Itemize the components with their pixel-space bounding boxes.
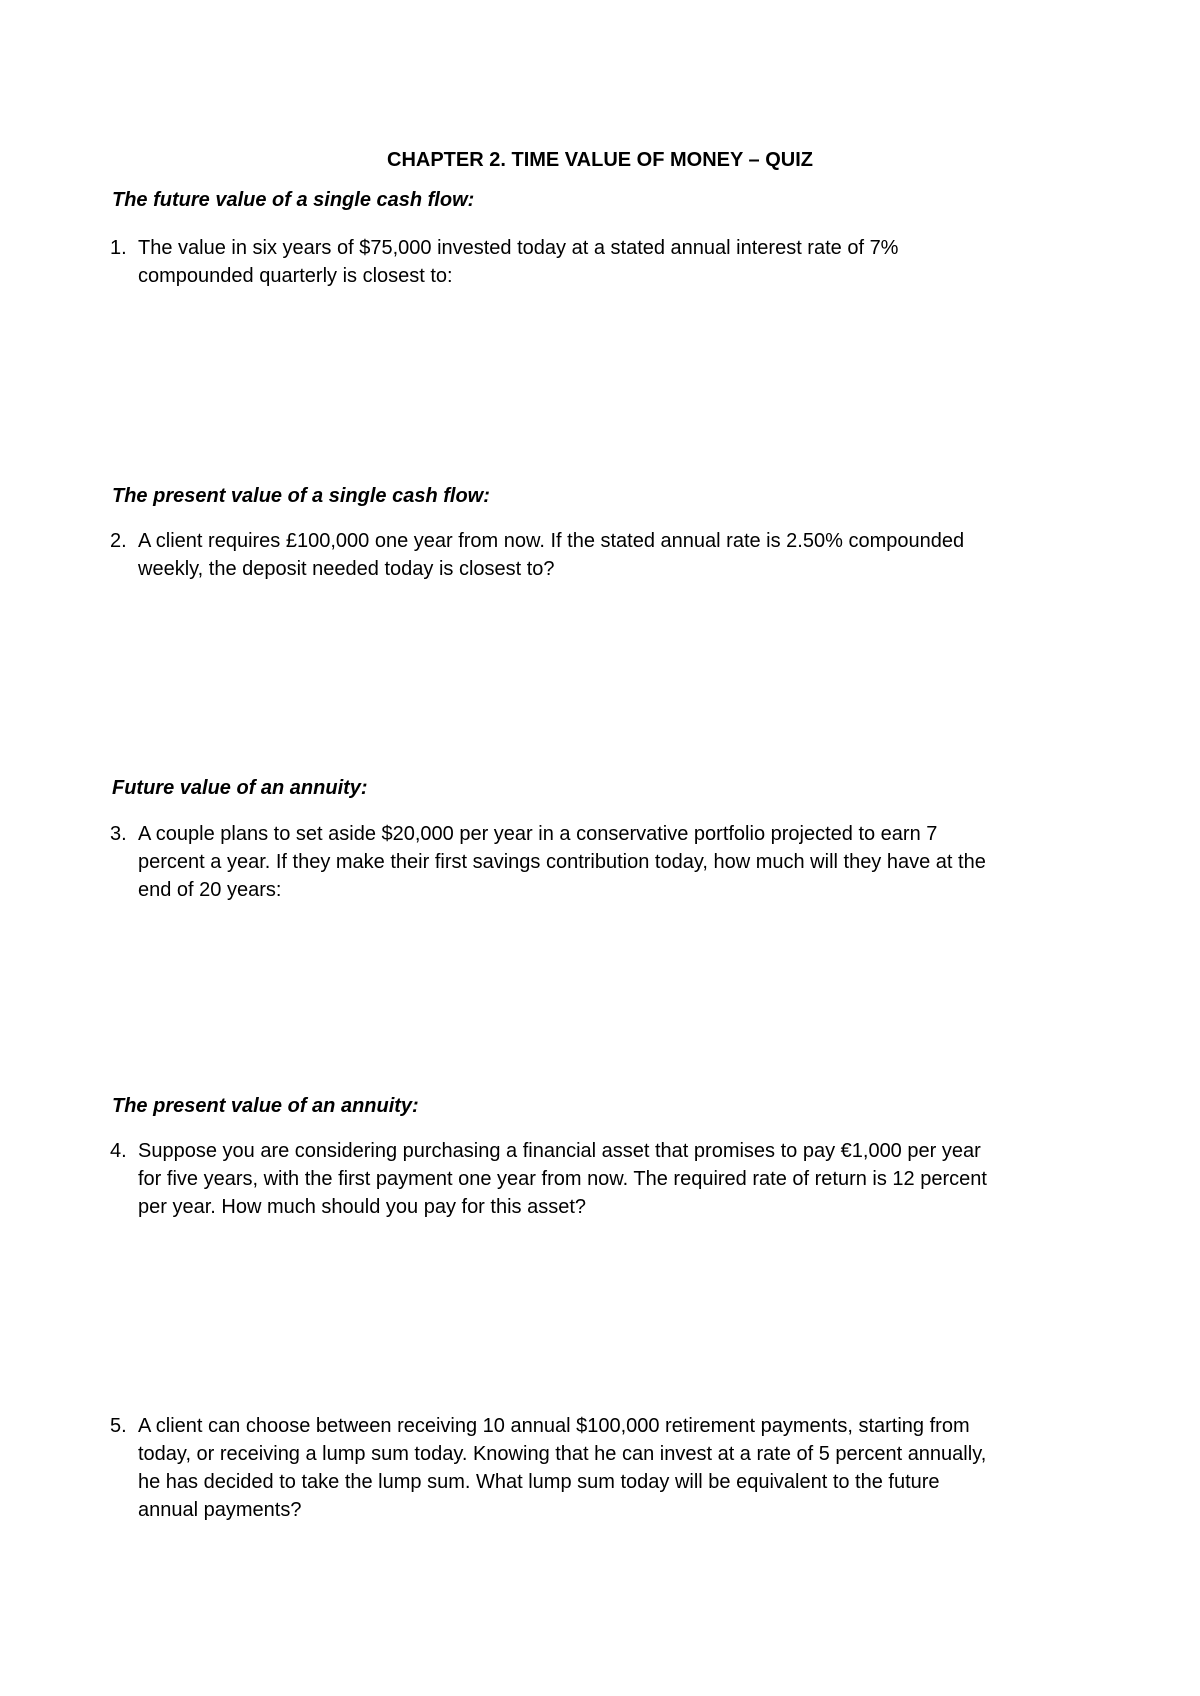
- question-number: 5.: [110, 1415, 127, 1437]
- page-title: CHAPTER 2. TIME VALUE OF MONEY – QUIZ: [387, 149, 813, 171]
- section-heading-fv-single: The future value of a single cash flow:: [112, 189, 475, 211]
- question-1: [110, 234, 1110, 290]
- question-text-line: weekly, the deposit needed today is closest to?: [138, 558, 555, 580]
- section-heading-pv-annuity: The present value of an annuity:: [112, 1095, 419, 1117]
- question-text-line: compounded quarterly is closest to:: [138, 265, 453, 287]
- question-text-line: percent a year. If they make their first savings contribution today, how much will they have at the: [138, 851, 986, 873]
- question-5: [110, 1412, 1110, 1524]
- section-heading-pv-single: The present value of a single cash flow:: [112, 485, 490, 507]
- question-text-line: annual payments?: [138, 1499, 302, 1521]
- question-text-line: A client can choose between receiving 10 annual $100,000 retirement payments, starting from: [138, 1415, 970, 1437]
- section-heading-fv-annuity: Future value of an annuity:: [112, 777, 368, 799]
- question-text-line: he has decided to take the lump sum. What lump sum today will be equivalent to the future: [138, 1471, 940, 1493]
- question-number: 4.: [110, 1140, 127, 1162]
- question-number: 2.: [110, 530, 127, 552]
- question-number: 1.: [110, 237, 127, 259]
- question-text-line: Suppose you are considering purchasing a financial asset that promises to pay €1,000 per year: [138, 1140, 981, 1162]
- question-text-line: per year. How much should you pay for this asset?: [138, 1196, 587, 1218]
- question-text-line: A couple plans to set aside $20,000 per year in a conservative portfolio projected to earn 7: [138, 823, 938, 845]
- question-text-line: The value in six years of $75,000 invested today at a stated annual interest rate of 7%: [138, 237, 899, 259]
- question-3: [110, 820, 1110, 904]
- question-text-line: for five years, with the first payment one year from now. The required rate of return is 12 percent: [138, 1168, 987, 1190]
- question-2: [110, 527, 1110, 583]
- question-text-line: end of 20 years:: [138, 879, 282, 901]
- question-number: 3.: [110, 823, 127, 845]
- question-text-line: today, or receiving a lump sum today. Knowing that he can invest at a rate of 5 percent annually,: [138, 1443, 987, 1465]
- question-4: [110, 1137, 1110, 1221]
- question-text-line: A client requires £100,000 one year from now. If the stated annual rate is 2.50% compounded: [138, 530, 965, 552]
